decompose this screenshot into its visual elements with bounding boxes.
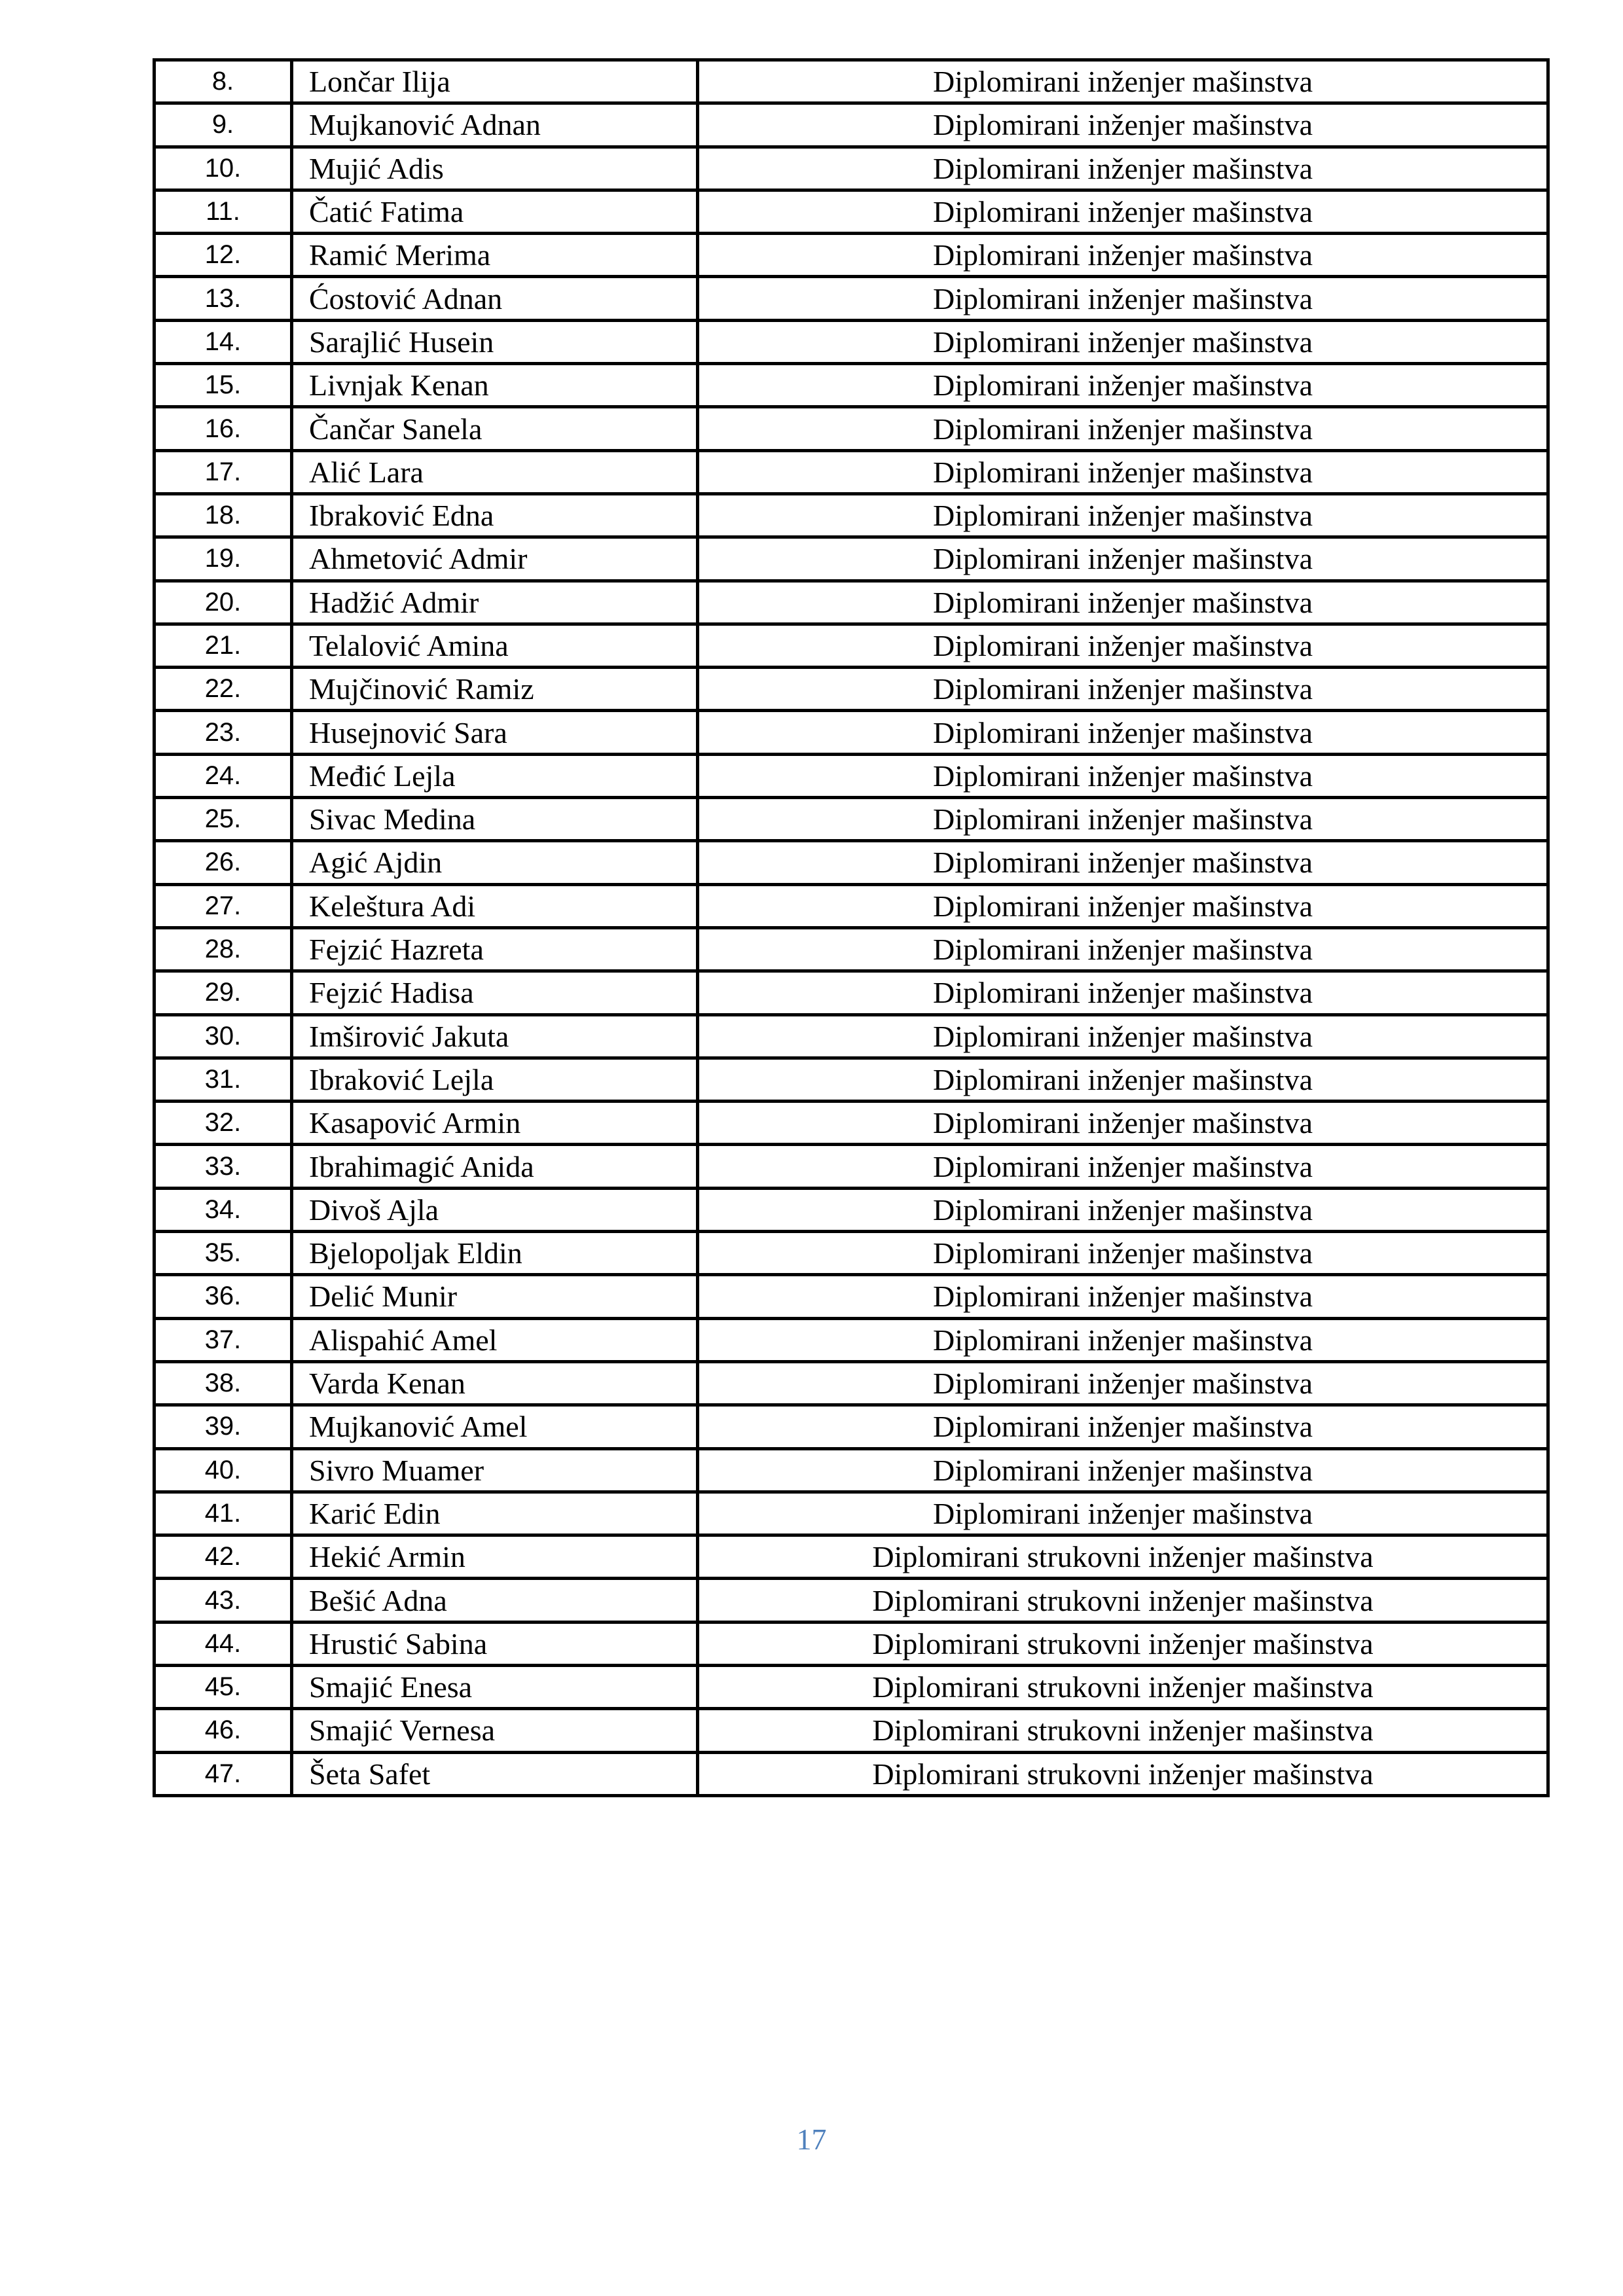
qualification-cell: Diplomirani inženjer mašinstva xyxy=(698,407,1548,450)
table-row xyxy=(155,1752,1548,1795)
row-number-cell: 20. xyxy=(155,581,292,624)
table-row xyxy=(155,1145,1548,1188)
row-number-cell: 28. xyxy=(155,927,292,971)
qualification-cell: Diplomirani inženjer mašinstva xyxy=(698,927,1548,971)
row-number-cell: 17. xyxy=(155,450,292,493)
qualification-cell: Diplomirani inženjer mašinstva xyxy=(698,711,1548,754)
qualification-cell: Diplomirani inženjer mašinstva xyxy=(698,364,1548,407)
qualification-cell: Diplomirani inženjer mašinstva xyxy=(698,581,1548,624)
graduate-name-cell: Sivro Muamer xyxy=(292,1448,698,1492)
row-number-cell: 34. xyxy=(155,1188,292,1231)
graduate-name-cell: Bešić Adna xyxy=(292,1579,698,1622)
graduate-name-cell: Alić Lara xyxy=(292,450,698,493)
row-number-cell: 23. xyxy=(155,711,292,754)
qualification-cell: Diplomirani strukovni inženjer mašinstva xyxy=(698,1535,1548,1579)
row-number-cell: 27. xyxy=(155,884,292,927)
qualification-cell: Diplomirani inženjer mašinstva xyxy=(698,624,1548,667)
row-number-cell: 12. xyxy=(155,234,292,277)
row-number-cell: 25. xyxy=(155,798,292,841)
table-row xyxy=(155,971,1548,1014)
table-row xyxy=(155,450,1548,493)
qualification-cell: Diplomirani inženjer mašinstva xyxy=(698,234,1548,277)
graduate-name-cell: Lončar Ilija xyxy=(292,60,698,103)
row-number-cell: 32. xyxy=(155,1102,292,1145)
graduate-name-cell: Čatić Fatima xyxy=(292,190,698,233)
row-number-cell: 16. xyxy=(155,407,292,450)
row-number-cell: 21. xyxy=(155,624,292,667)
table-row xyxy=(155,407,1548,450)
row-number-cell: 30. xyxy=(155,1014,292,1058)
graduate-name-cell: Hrustić Sabina xyxy=(292,1622,698,1665)
graduate-name-cell: Mujić Adis xyxy=(292,147,698,190)
qualification-cell: Diplomirani strukovni inženjer mašinstva xyxy=(698,1622,1548,1665)
table-row xyxy=(155,277,1548,320)
row-number-cell: 37. xyxy=(155,1318,292,1361)
graduate-name-cell: Ibraković Lejla xyxy=(292,1058,698,1101)
table-row xyxy=(155,493,1548,537)
row-number-cell: 19. xyxy=(155,537,292,581)
graduate-name-cell: Sivac Medina xyxy=(292,798,698,841)
graduate-name-cell: Sarajlić Husein xyxy=(292,320,698,363)
qualification-cell: Diplomirani inženjer mašinstva xyxy=(698,103,1548,147)
graduate-name-cell: Mujkanović Amel xyxy=(292,1405,698,1448)
graduate-name-cell: Fejzić Hazreta xyxy=(292,927,698,971)
table-row xyxy=(155,1405,1548,1448)
graduate-name-cell: Ibraković Edna xyxy=(292,493,698,537)
row-number-cell: 31. xyxy=(155,1058,292,1101)
qualification-cell: Diplomirani inženjer mašinstva xyxy=(698,1102,1548,1145)
qualification-cell: Diplomirani inženjer mašinstva xyxy=(698,1275,1548,1318)
graduate-name-cell: Fejzić Hadisa xyxy=(292,971,698,1014)
qualification-cell: Diplomirani strukovni inženjer mašinstva xyxy=(698,1665,1548,1708)
row-number-cell: 45. xyxy=(155,1665,292,1708)
table-row xyxy=(155,147,1548,190)
qualification-cell: Diplomirani inženjer mašinstva xyxy=(698,320,1548,363)
table-row xyxy=(155,320,1548,363)
qualification-cell: Diplomirani inženjer mašinstva xyxy=(698,1361,1548,1405)
row-number-cell: 38. xyxy=(155,1361,292,1405)
table-row xyxy=(155,234,1548,277)
table-row xyxy=(155,1275,1548,1318)
row-number-cell: 22. xyxy=(155,668,292,711)
table-row xyxy=(155,60,1548,103)
qualification-cell: Diplomirani strukovni inženjer mašinstva xyxy=(698,1579,1548,1622)
graduate-name-cell: Delić Munir xyxy=(292,1275,698,1318)
graduate-name-cell: Telalović Amina xyxy=(292,624,698,667)
table-row xyxy=(155,798,1548,841)
table-row xyxy=(155,1102,1548,1145)
qualification-cell: Diplomirani inženjer mašinstva xyxy=(698,1058,1548,1101)
row-number-cell: 40. xyxy=(155,1448,292,1492)
row-number-cell: 8. xyxy=(155,60,292,103)
qualification-cell: Diplomirani inženjer mašinstva xyxy=(698,190,1548,233)
graduate-name-cell: Livnjak Kenan xyxy=(292,364,698,407)
table-row xyxy=(155,1058,1548,1101)
table-row xyxy=(155,927,1548,971)
graduate-name-cell: Alispahić Amel xyxy=(292,1318,698,1361)
table-row xyxy=(155,190,1548,233)
graduate-name-cell: Imširović Jakuta xyxy=(292,1014,698,1058)
qualification-cell: Diplomirani inženjer mašinstva xyxy=(698,1145,1548,1188)
table-row xyxy=(155,1579,1548,1622)
graduate-name-cell: Hekić Armin xyxy=(292,1535,698,1579)
qualification-cell: Diplomirani inženjer mašinstva xyxy=(698,971,1548,1014)
qualification-cell: Diplomirani inženjer mašinstva xyxy=(698,1014,1548,1058)
qualification-cell: Diplomirani inženjer mašinstva xyxy=(698,277,1548,320)
page-number: 17 xyxy=(796,2123,827,2156)
row-number-cell: 39. xyxy=(155,1405,292,1448)
qualification-cell: Diplomirani inženjer mašinstva xyxy=(698,1448,1548,1492)
qualification-cell: Diplomirani inženjer mašinstva xyxy=(698,537,1548,581)
table-row xyxy=(155,1492,1548,1535)
row-number-cell: 29. xyxy=(155,971,292,1014)
row-number-cell: 33. xyxy=(155,1145,292,1188)
qualification-cell: Diplomirani inženjer mašinstva xyxy=(698,60,1548,103)
table-row xyxy=(155,1709,1548,1752)
graduate-name-cell: Divoš Ajla xyxy=(292,1188,698,1231)
qualification-cell: Diplomirani inženjer mašinstva xyxy=(698,147,1548,190)
qualification-cell: Diplomirani inženjer mašinstva xyxy=(698,1492,1548,1535)
table-row xyxy=(155,1361,1548,1405)
row-number-cell: 15. xyxy=(155,364,292,407)
graduate-name-cell: Međić Lejla xyxy=(292,754,698,797)
row-number-cell: 10. xyxy=(155,147,292,190)
qualification-cell: Diplomirani inženjer mašinstva xyxy=(698,1188,1548,1231)
table-row xyxy=(155,537,1548,581)
table-row xyxy=(155,1665,1548,1708)
table-row xyxy=(155,624,1548,667)
graduate-name-cell: Smajić Vernesa xyxy=(292,1709,698,1752)
graduates-table xyxy=(153,58,1550,1797)
graduate-name-cell: Agić Ajdin xyxy=(292,841,698,884)
row-number-cell: 14. xyxy=(155,320,292,363)
table-row xyxy=(155,884,1548,927)
row-number-cell: 46. xyxy=(155,1709,292,1752)
graduate-name-cell: Kasapović Armin xyxy=(292,1102,698,1145)
qualification-cell: Diplomirani inženjer mašinstva xyxy=(698,1318,1548,1361)
table-row xyxy=(155,668,1548,711)
table-row xyxy=(155,364,1548,407)
qualification-cell: Diplomirani inženjer mašinstva xyxy=(698,1232,1548,1275)
graduate-name-cell: Čančar Sanela xyxy=(292,407,698,450)
row-number-cell: 43. xyxy=(155,1579,292,1622)
row-number-cell: 18. xyxy=(155,493,292,537)
table-row xyxy=(155,1232,1548,1275)
graduate-name-cell: Mujkanović Adnan xyxy=(292,103,698,147)
graduate-name-cell: Karić Edin xyxy=(292,1492,698,1535)
row-number-cell: 36. xyxy=(155,1275,292,1318)
row-number-cell: 35. xyxy=(155,1232,292,1275)
graduate-name-cell: Ćostović Adnan xyxy=(292,277,698,320)
row-number-cell: 44. xyxy=(155,1622,292,1665)
table-row xyxy=(155,1188,1548,1231)
row-number-cell: 24. xyxy=(155,754,292,797)
qualification-cell: Diplomirani inženjer mašinstva xyxy=(698,798,1548,841)
table-row xyxy=(155,581,1548,624)
qualification-cell: Diplomirani inženjer mašinstva xyxy=(698,754,1548,797)
table-row xyxy=(155,103,1548,147)
table-row xyxy=(155,841,1548,884)
graduate-name-cell: Husejnović Sara xyxy=(292,711,698,754)
table-row xyxy=(155,1318,1548,1361)
table-row xyxy=(155,1448,1548,1492)
graduate-name-cell: Keleštura Adi xyxy=(292,884,698,927)
qualification-cell: Diplomirani inženjer mašinstva xyxy=(698,450,1548,493)
graduate-name-cell: Varda Kenan xyxy=(292,1361,698,1405)
graduate-name-cell: Mujčinović Ramiz xyxy=(292,668,698,711)
table-row xyxy=(155,711,1548,754)
graduate-name-cell: Bjelopoljak Eldin xyxy=(292,1232,698,1275)
graduate-name-cell: Šeta Safet xyxy=(292,1752,698,1795)
graduate-name-cell: Hadžić Admir xyxy=(292,581,698,624)
qualification-cell: Diplomirani strukovni inženjer mašinstva xyxy=(698,1752,1548,1795)
row-number-cell: 13. xyxy=(155,277,292,320)
graduate-name-cell: Smajić Enesa xyxy=(292,1665,698,1708)
table-row xyxy=(155,1014,1548,1058)
row-number-cell: 26. xyxy=(155,841,292,884)
row-number-cell: 47. xyxy=(155,1752,292,1795)
row-number-cell: 41. xyxy=(155,1492,292,1535)
qualification-cell: Diplomirani inženjer mašinstva xyxy=(698,1405,1548,1448)
graduate-name-cell: Ramić Merima xyxy=(292,234,698,277)
qualification-cell: Diplomirani inženjer mašinstva xyxy=(698,668,1548,711)
row-number-cell: 11. xyxy=(155,190,292,233)
qualification-cell: Diplomirani inženjer mašinstva xyxy=(698,493,1548,537)
table-row xyxy=(155,1622,1548,1665)
qualification-cell: Diplomirani strukovni inženjer mašinstva xyxy=(698,1709,1548,1752)
graduate-name-cell: Ahmetović Admir xyxy=(292,537,698,581)
row-number-cell: 9. xyxy=(155,103,292,147)
table-row xyxy=(155,754,1548,797)
table-row xyxy=(155,1535,1548,1579)
qualification-cell: Diplomirani inženjer mašinstva xyxy=(698,884,1548,927)
graduate-name-cell: Ibrahimagić Anida xyxy=(292,1145,698,1188)
row-number-cell: 42. xyxy=(155,1535,292,1579)
qualification-cell: Diplomirani inženjer mašinstva xyxy=(698,841,1548,884)
